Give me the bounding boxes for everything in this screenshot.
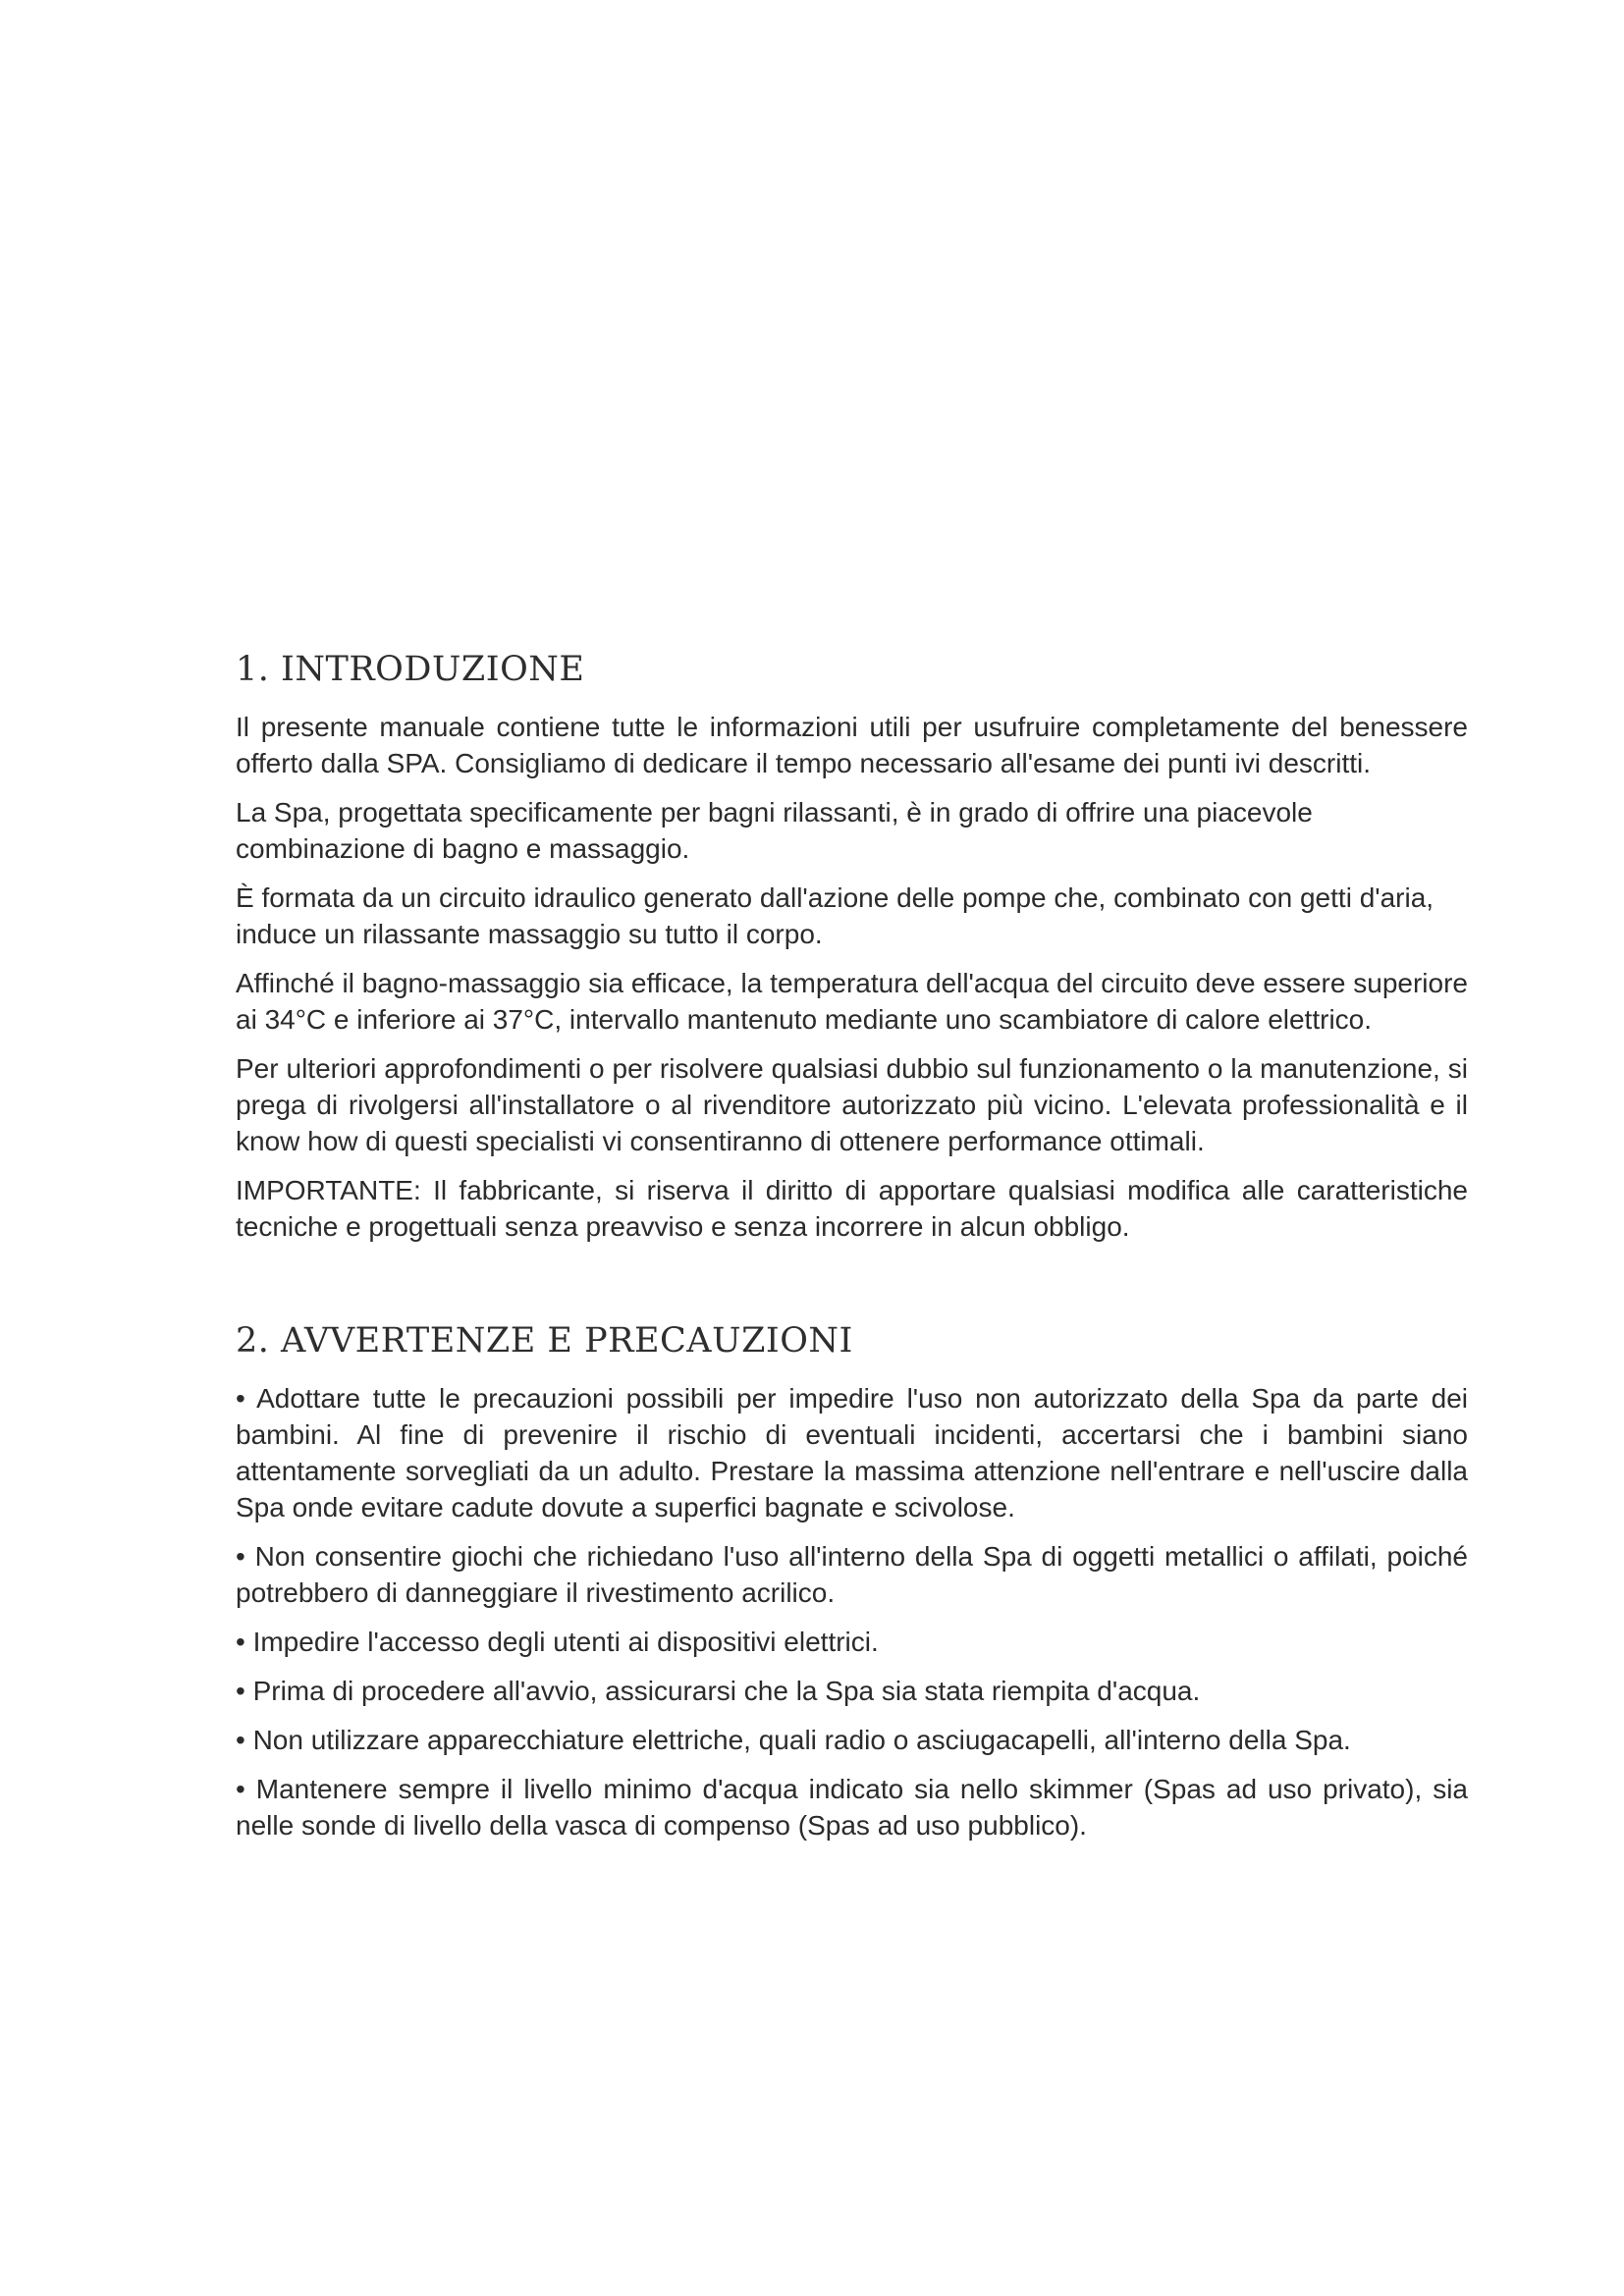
intro-paragraph-approfondimenti: Per ulteriori approfondimenti o per risolvere qualsiasi dubbio sul funzionamento o la manutenzione, si prega di rivolgersi all'installatore o al rivenditore autorizzato più vicino. L'elevata professionalità e il know how di questi specialisti vi consentiranno di ottenere performance ottimali. bbox=[236, 1053, 1468, 1156]
warning-item-avvio: • Prima di procedere all'avvio, assicurarsi che la Spa sia stata riempita d'acqua. bbox=[236, 1676, 1201, 1706]
intro-paragraph-temperatura: Affinché il bagno-massaggio sia efficace, la temperatura dell'acqua del circuito deve essere superiore ai 34°C e inferiore ai 37°C, intervallo mantenuto mediante uno scambiatore di calore elettrico. bbox=[236, 968, 1468, 1035]
page-content bbox=[236, 648, 1468, 1856]
intro-paragraph-circuito: È formata da un circuito idraulico generato dall'azione delle pompe che, combinato con getti d'aria, induce un rilassante massaggio su tutto il corpo. bbox=[236, 882, 1435, 949]
warning-item-bambini: • Adottare tutte le precauzioni possibili per impedire l'uso non autorizzato della Spa da parte dei bambini. Al fine di prevenire il rischio di eventuali incidenti, accertarsi che i bambini siano attentamente sorvegliati da un adulto. Prestare la massima attenzione nell'entrare e nell'uscire dalla Spa onde evitare cadute dovute a superfici bagnate e scivolose. bbox=[236, 1383, 1468, 1522]
section-title-avvertenze: 2. AVVERTENZE E PRECAUZIONI bbox=[236, 1321, 853, 1361]
intro-paragraph-manuale: Il presente manuale contiene tutte le informazioni utili per usufruire completamente del benessere offerto dalla SPA. Consigliamo di dedicare il tempo necessario all'esame dei punti ivi descritti. bbox=[236, 712, 1468, 778]
warning-item-dispositivi: • Impedire l'accesso degli utenti ai dispositivi elettrici. bbox=[236, 1627, 879, 1657]
intro-paragraph-importante: IMPORTANTE: Il fabbricante, si riserva il diritto di apportare qualsiasi modifica alle caratteristiche tecniche e progettuali senza preavviso e senza incorrere in alcun obbligo. bbox=[236, 1175, 1468, 1242]
warning-item-oggetti: • Non consentire giochi che richiedano l'uso all'interno della Spa di oggetti metallici o affilati, poiché potrebbero di danneggiare il rivestimento acrilico. bbox=[236, 1541, 1468, 1608]
section-title-introduzione: 1. INTRODUZIONE bbox=[236, 650, 585, 689]
warning-item-livello-acqua: • Mantenere sempre il livello minimo d'acqua indicato sia nello skimmer (Spas ad uso privato), sia nelle sonde di livello della vasca di compenso (Spas ad uso pubblico). bbox=[236, 1774, 1468, 1841]
warning-item-apparecchiature: • Non utilizzare apparecchiature elettriche, quali radio o asciugacapelli, all'interno della Spa. bbox=[236, 1725, 1351, 1755]
intro-paragraph-spa: La Spa, progettata specificamente per bagni rilassanti, è in grado di offrire una piacevole combinazione di bagno e massaggio. bbox=[236, 797, 1313, 864]
